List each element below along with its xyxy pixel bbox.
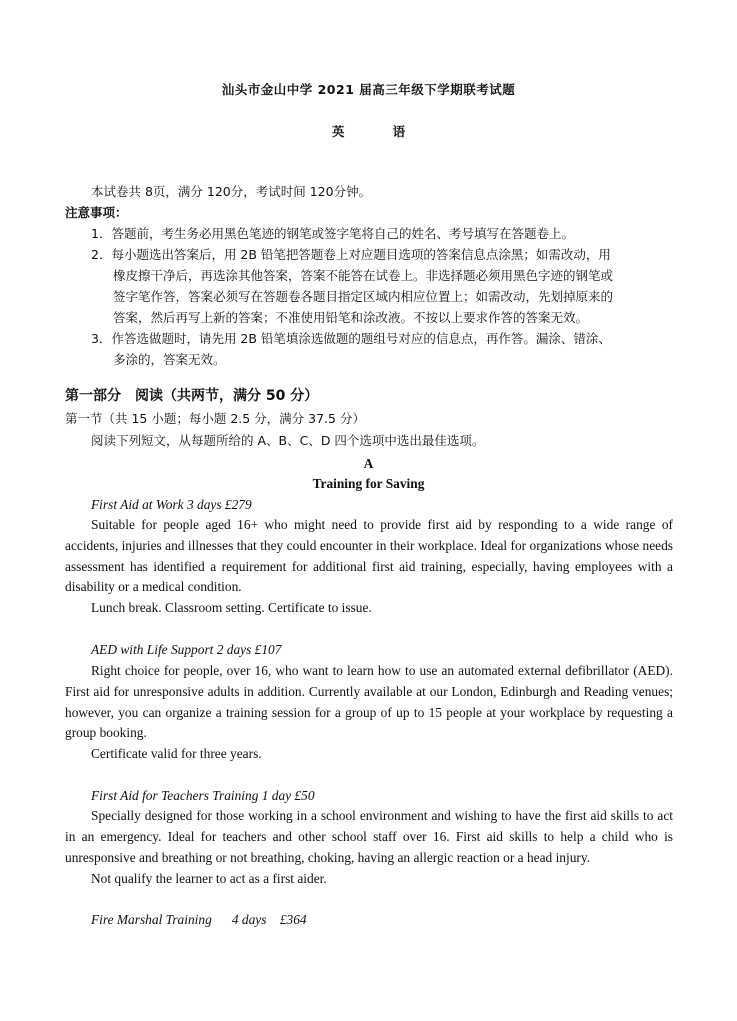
course-heading: AED with Life Support 2 days £107 — [91, 642, 282, 657]
exam-title: 汕头市金山中学 2021 届高三年级下学期联考试题 — [221, 82, 516, 97]
course-description: Suitable for people aged 16+ who might need to provide first aid by responding to a wide range of accidents, injuries and illnesses that they could encounter in their workplace. Ideal for organizations whose needs assessment has identified a requirement for additional first aid training, especially, having employees with a disability or a medical condition. — [65, 517, 673, 595]
note-line: 3．作答选做题时，请先用 2B 铅笔填涂选做题的题组号对应的信息点，再作答。漏涂、错涂、 — [91, 331, 611, 346]
notes-heading: 注意事项： — [65, 205, 128, 220]
course-heading: First Aid for Teachers Training 1 day £50 — [91, 788, 315, 803]
note-line: 橡皮擦干净后，再选涂其他答案，答案不能答在试卷上。非选择题必须用黑色字迹的钢笔或 — [113, 268, 614, 283]
part1-heading: 第一部分 阅读（共两节，满分 50 分） — [65, 388, 319, 404]
course-description: Specially designed for those working in a school environment and wishing to have the first aid skills to act in an emergency. Ideal for teachers and other school staff over 16. First aid skills to help a child who is unresponsive and breathing or not breathing, choking, having an allergic reaction or a head injury. — [65, 808, 673, 865]
note-line: 签字笔作答，答案必须写在答题卷各题目指定区域内相应位置上；如需改动，先划掉原来的 — [113, 289, 614, 304]
course-note: Not qualify the learner to act as a first aider. — [91, 871, 327, 886]
course-heading: First Aid at Work 3 days £279 — [91, 497, 252, 512]
intro-text: 本试卷共 8页，满分 120分，考试时间 120分钟。 — [91, 184, 372, 199]
course-heading: Fire Marshal Training 4 days £364 — [91, 912, 307, 927]
note-line: 答案，然后再写上新的答案；不准使用铅笔和涂改液。不按以上要求作答的答案无效。 — [113, 310, 589, 325]
note-line: 2．每小题选出答案后，用 2B 铅笔把答题卷上对应题目选项的答案信息点涂黑；如需改动，用 — [91, 247, 611, 262]
section-heading: 第一节（共 15 小题；每小题 2.5 分，满分 37.5 分） — [65, 411, 365, 426]
note-line: 多涂的，答案无效。 — [113, 352, 226, 367]
subject-title: 英 语 — [331, 124, 428, 139]
reading-instruction: 阅读下列短文，从每题所给的 A、B、C、D 四个选项中选出最佳选项。 — [91, 433, 485, 448]
passage-letter: A — [363, 456, 374, 471]
passage-title: Training for Saving — [312, 476, 425, 491]
course-note: Lunch break. Classroom setting. Certificate to issue. — [91, 600, 372, 615]
course-description: Right choice for people, over 16, who want to learn how to use an automated external defibrillator (AED). First aid for unresponsive adults in addition. Currently available at our London, Edinburgh and Reading venues; however, you can organize a training session for a group of up to 15 people at your workplace by requesting a group booking. — [65, 663, 673, 741]
course-note: Certificate valid for three years. — [91, 746, 262, 761]
note-line: 1．答题前，考生务必用黑色笔迹的钢笔或签字笔将自己的姓名、考号填写在答题卷上。 — [91, 226, 574, 241]
